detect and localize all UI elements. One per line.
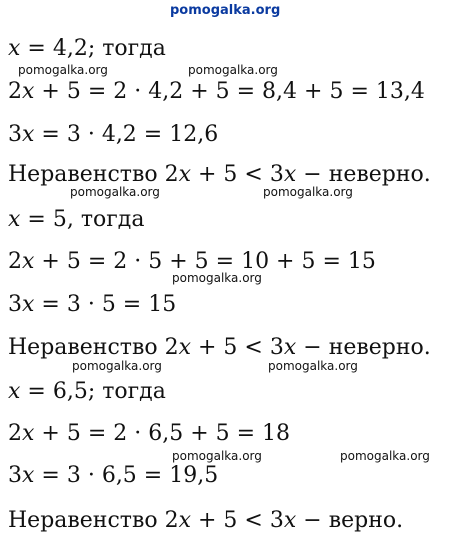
variable-x: x — [22, 122, 35, 147]
variable-x: x — [8, 36, 21, 61]
variable-x: x — [283, 508, 297, 533]
math-line-7 — [8, 294, 176, 316]
line-text: + 5 = 2 · 5 + 5 = 10 + 5 = 15 — [34, 249, 376, 274]
variable-x: x — [8, 379, 21, 404]
variable-x: x — [22, 421, 35, 446]
variable-x: x — [8, 207, 21, 232]
variable-x: x — [178, 508, 192, 533]
math-line-6 — [8, 251, 376, 273]
line-text: = 5, тогда — [20, 207, 145, 232]
coefficient: 3 — [8, 292, 22, 317]
line-text: = 3 · 4,2 = 12,6 — [34, 122, 219, 147]
watermark-top: pomogalka.org — [170, 3, 281, 18]
line-text: + 5 < 3 — [191, 335, 284, 360]
coefficient: 2 — [8, 249, 22, 274]
watermark: pomogalka.org — [172, 449, 262, 463]
variable-x: x — [22, 292, 35, 317]
variable-x: x — [178, 335, 192, 360]
variable-x: x — [22, 249, 35, 274]
variable-x: x — [283, 162, 297, 187]
line-text: Неравенство 2 — [8, 508, 179, 533]
math-line-5 — [8, 209, 144, 231]
math-line-1 — [8, 38, 166, 60]
variable-x: x — [178, 162, 192, 187]
line-text: Неравенство 2 — [8, 162, 179, 187]
line-text: = 3 · 5 = 15 — [34, 292, 177, 317]
line-text: Неравенство 2 — [8, 335, 179, 360]
line-text: + 5 = 2 · 4,2 + 5 = 8,4 + 5 = 13,4 — [34, 79, 425, 104]
watermark: pomogalka.org — [263, 185, 353, 199]
line-text: = 3 · 6,5 = 19,5 — [34, 463, 219, 488]
watermark: pomogalka.org — [188, 63, 278, 77]
math-line-3 — [8, 124, 218, 146]
math-line-11 — [8, 465, 218, 487]
coefficient: 2 — [8, 79, 22, 104]
variable-x: x — [283, 335, 297, 360]
variable-x: x — [22, 79, 35, 104]
math-line-9 — [8, 381, 166, 403]
line-text: + 5 < 3 — [191, 508, 284, 533]
line-text: + 5 = 2 · 6,5 + 5 = 18 — [34, 421, 291, 446]
coefficient: 3 — [8, 122, 22, 147]
variable-x: x — [22, 463, 35, 488]
line-text: = 6,5; тогда — [20, 379, 166, 404]
line-text: − неверно. — [296, 335, 431, 360]
line-text: + 5 < 3 — [191, 162, 284, 187]
watermark: pomogalka.org — [172, 271, 262, 285]
coefficient: 3 — [8, 463, 22, 488]
watermark: pomogalka.org — [72, 359, 162, 373]
math-line-10 — [8, 423, 290, 445]
watermark: pomogalka.org — [18, 63, 108, 77]
watermark: pomogalka.org — [70, 185, 160, 199]
math-line-2 — [8, 81, 425, 103]
line-text: = 4,2; тогда — [20, 36, 166, 61]
line-text: − верно. — [296, 508, 404, 533]
inequality-conclusion-2 — [8, 337, 431, 359]
watermark: pomogalka.org — [268, 359, 358, 373]
inequality-conclusion-3 — [8, 510, 403, 532]
watermark: pomogalka.org — [340, 449, 430, 463]
inequality-conclusion-1 — [8, 164, 431, 186]
line-text: − неверно. — [296, 162, 431, 187]
coefficient: 2 — [8, 421, 22, 446]
